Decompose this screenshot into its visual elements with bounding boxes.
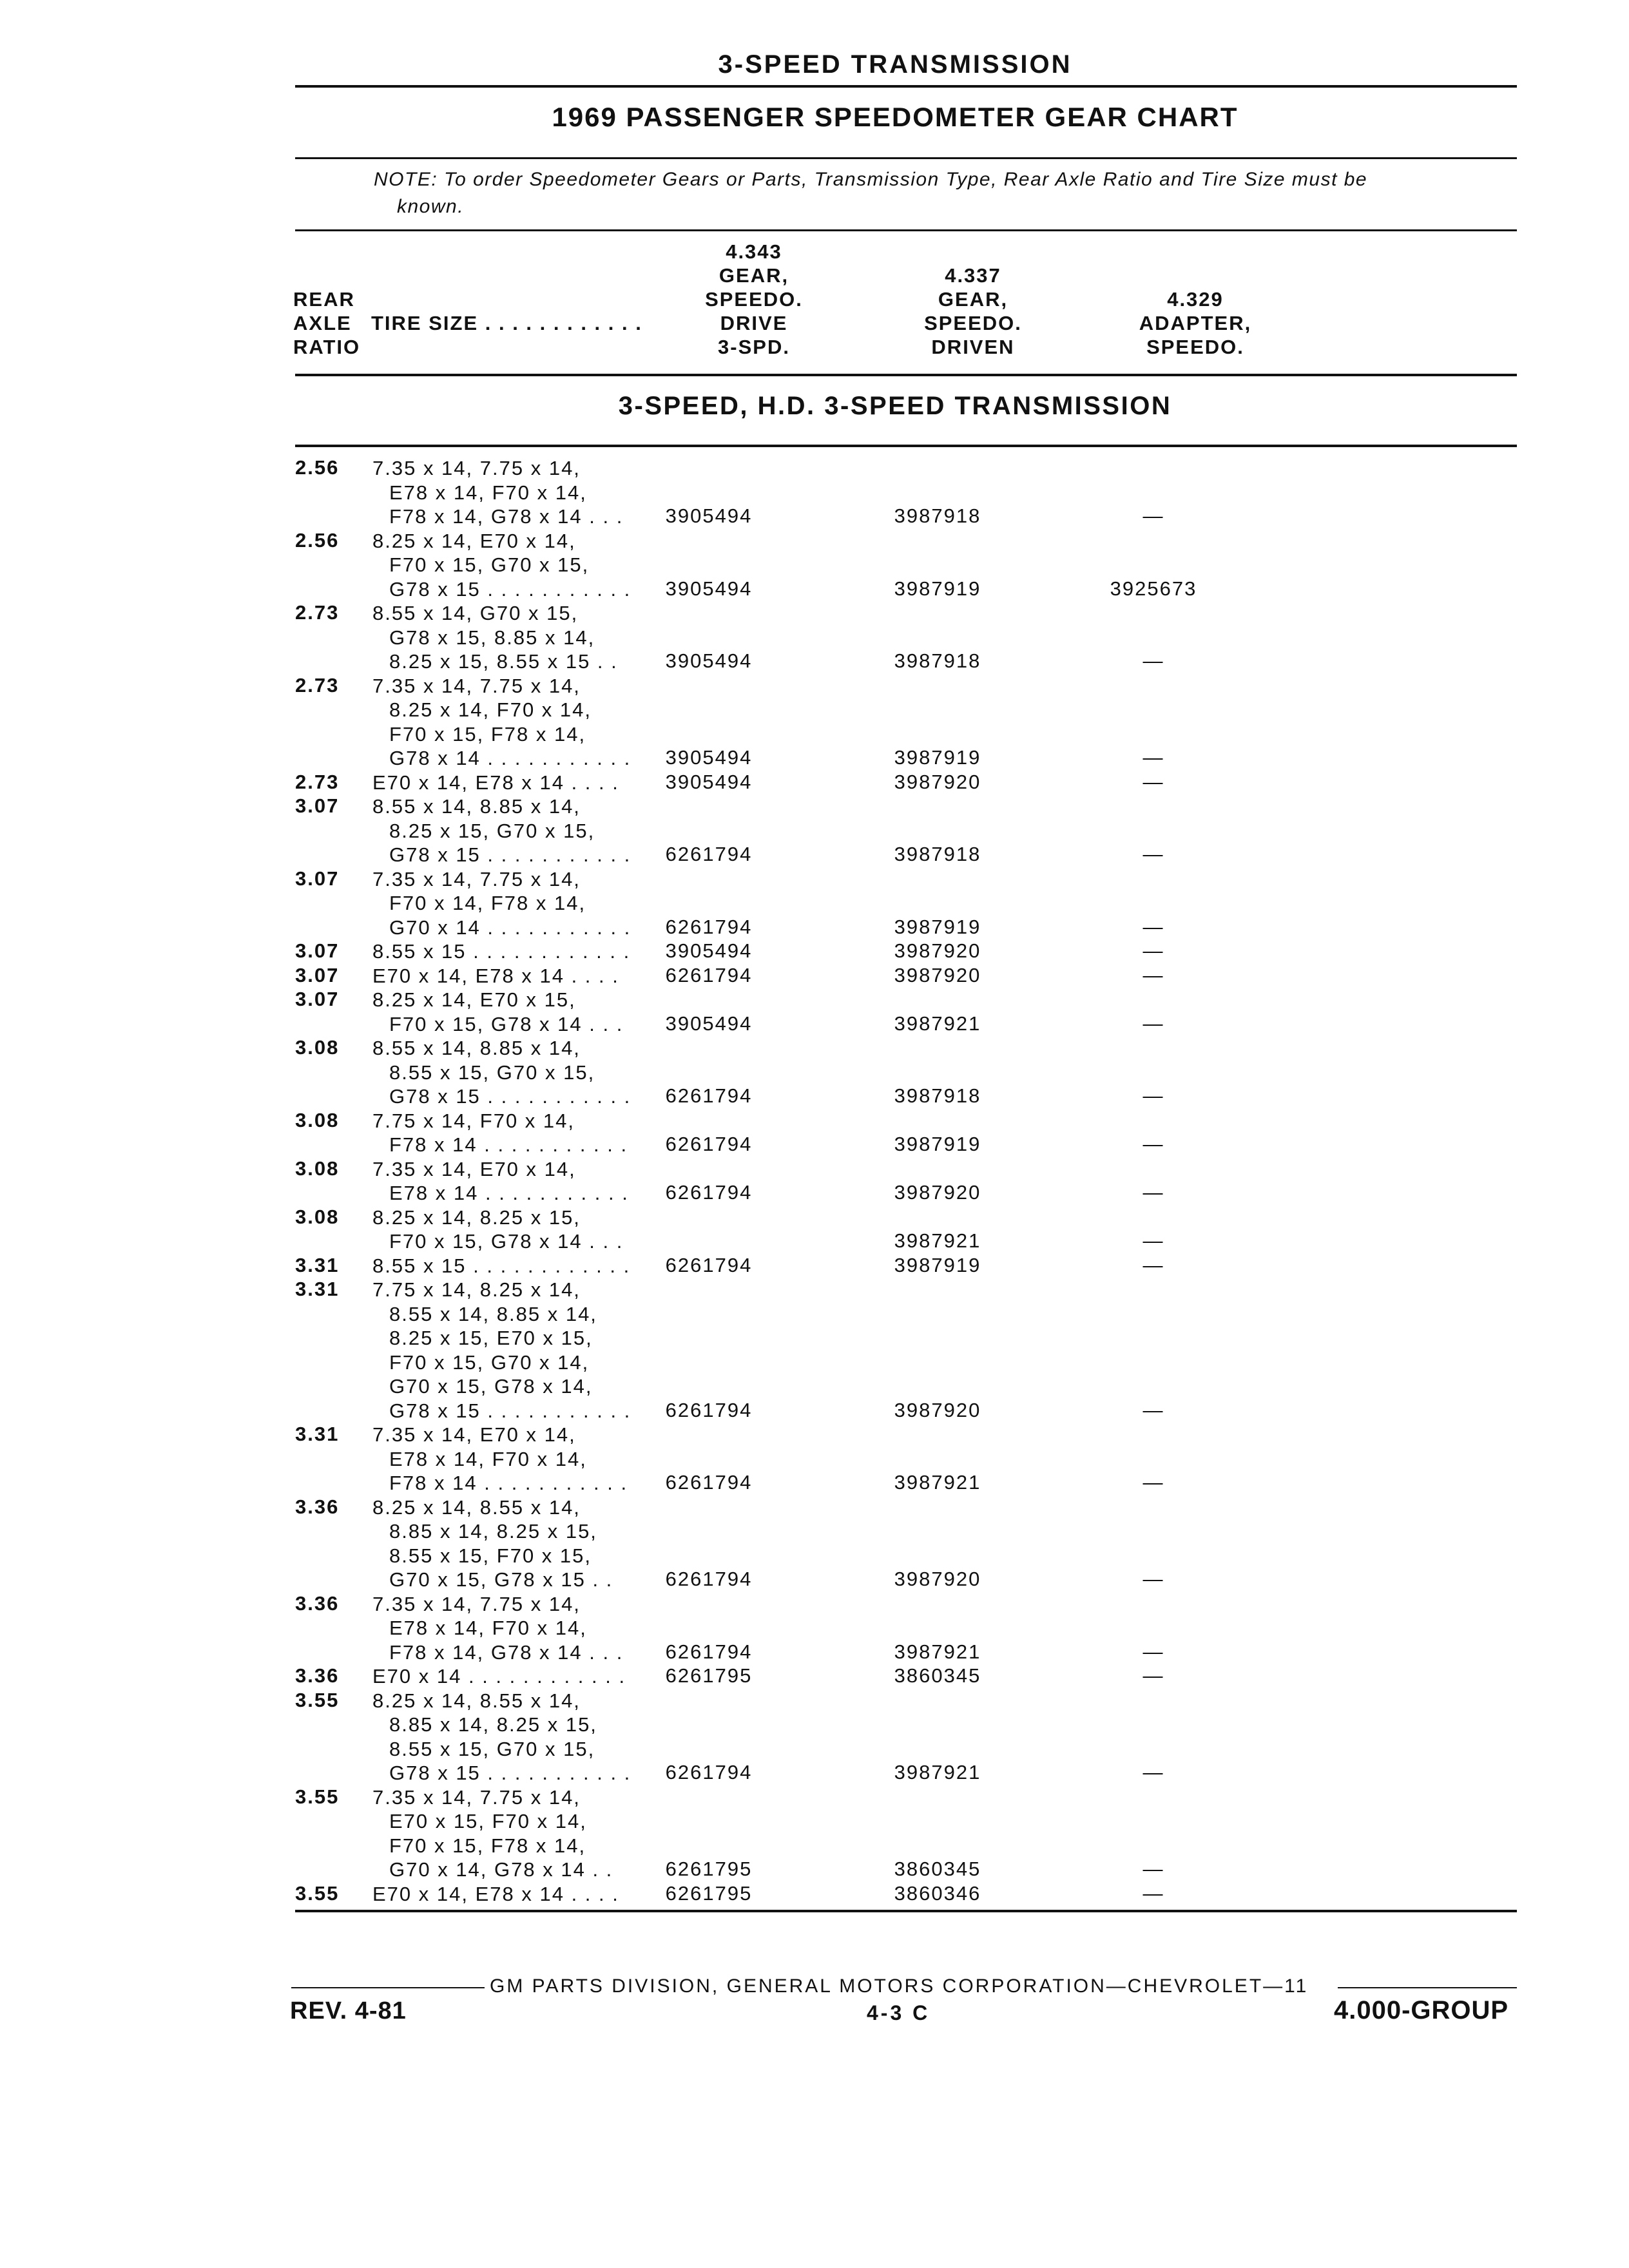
col-header-ratio-line: REAR: [293, 288, 355, 311]
tire-size-line: E78 x 14 . . . . . . . . . . .: [389, 1182, 629, 1204]
axle-ratio: 3.55: [295, 1881, 340, 1905]
axle-ratio: 3.07: [295, 963, 340, 986]
tire-sizes: [372, 601, 650, 674]
drive-gear-part: 3905494: [665, 939, 753, 962]
tire-size-line: 7.35 x 14, E70 x 14,: [372, 1157, 576, 1180]
table-row: [290, 1689, 1514, 1785]
tire-size-line: F78 x 14 . . . . . . . . . . .: [389, 1472, 628, 1494]
driven-gear-part: 3987919: [894, 915, 981, 938]
table-row: [290, 939, 1514, 964]
adapter-part: —: [1142, 746, 1164, 769]
tire-size-line: G78 x 15 . . . . . . . . . . .: [389, 1399, 631, 1422]
tire-size-line: 7.35 x 14, 7.75 x 14,: [372, 457, 581, 479]
axle-ratio: 2.56: [295, 456, 340, 479]
drive-gear-part: 6261794: [665, 1471, 753, 1494]
tire-sizes: [372, 1882, 650, 1907]
driven-gear-part: 3987920: [894, 1398, 981, 1421]
tire-size-line: 8.25 x 14, 8.25 x 15,: [372, 1206, 581, 1229]
revision-label: REV. 4-81: [290, 1997, 407, 2024]
tire-size-line: 8.25 x 15, 8.55 x 15 . .: [389, 650, 618, 673]
tire-size-line: 7.35 x 14, 7.75 x 14,: [372, 1785, 581, 1809]
driven-gear-part: 3987919: [894, 746, 981, 769]
adapter-part: —: [1142, 1229, 1164, 1252]
drive-gear-part: 3905494: [665, 770, 753, 793]
table-row: [290, 1278, 1514, 1423]
axle-ratio: 3.08: [295, 1157, 340, 1180]
tire-size-line: G78 x 15, 8.85 x 14,: [389, 626, 595, 649]
adapter-part: —: [1142, 770, 1164, 793]
table-row: [290, 1785, 1514, 1882]
drive-gear-part: 6261794: [665, 1761, 753, 1783]
driven-gear-part: 3987921: [894, 1640, 981, 1663]
driven-gear-part: 3860346: [894, 1881, 981, 1905]
axle-ratio: 3.08: [295, 1108, 340, 1131]
tire-size-line: 8.55 x 15, F70 x 15,: [389, 1544, 592, 1567]
drive-gear-part: 6261794: [665, 1253, 753, 1276]
axle-ratio: 3.36: [295, 1591, 340, 1615]
drive-gear-part: 6261795: [665, 1664, 753, 1687]
footer-publisher: GM PARTS DIVISION, GENERAL MOTORS CORPORATION—CHEVROLET—11: [490, 1975, 1309, 1997]
adapter-part: —: [1142, 1253, 1164, 1276]
axle-ratio: 2.73: [295, 673, 340, 697]
col-header-drive-line: 4.343: [726, 240, 782, 263]
axle-ratio: 3.07: [295, 939, 340, 962]
table-row: [290, 964, 1514, 988]
page-number: 4-3 C: [867, 2001, 930, 2024]
drive-gear-part: 6261795: [665, 1881, 753, 1905]
table-row: [290, 1206, 1514, 1254]
tire-sizes: [372, 771, 650, 795]
driven-gear-part: 3987921: [894, 1012, 981, 1035]
adapter-part: —: [1142, 1084, 1164, 1107]
tire-size-line: E78 x 14, F70 x 14,: [389, 1447, 587, 1470]
driven-gear-part: 3987918: [894, 505, 981, 527]
drive-gear-part: 3905494: [665, 577, 753, 600]
tire-size-line: 8.55 x 15 . . . . . . . . . . . .: [372, 940, 631, 963]
tire-size-line: E70 x 14 . . . . . . . . . . . .: [372, 1665, 626, 1687]
tire-sizes: [372, 1036, 650, 1109]
tire-size-line: 7.75 x 14, 8.25 x 14,: [372, 1278, 581, 1301]
axle-ratio: 2.73: [295, 770, 340, 793]
axle-ratio: 3.31: [295, 1278, 340, 1300]
drive-gear-part: 6261794: [665, 843, 753, 865]
tire-sizes: [372, 939, 650, 964]
axle-ratio: 3.55: [295, 1688, 340, 1711]
tire-sizes: [372, 1206, 650, 1254]
tire-sizes: [372, 1664, 650, 1689]
col-header-driven-line: DRIVEN: [931, 336, 1015, 358]
axle-ratio: 3.07: [295, 988, 340, 1010]
tire-size-line: E78 x 14, F70 x 14,: [389, 1617, 587, 1639]
rule-under-headers: [295, 374, 1517, 376]
tire-size-line: 8.25 x 14, 8.55 x 14,: [372, 1689, 581, 1712]
col-header-adapter-line: 4.329: [1167, 288, 1224, 311]
drive-gear-part: 6261794: [665, 963, 753, 986]
group-number: 4.000-GROUP: [1334, 1996, 1509, 2024]
tire-size-line: G70 x 15, G78 x 15 . .: [389, 1568, 613, 1591]
drive-gear-part: 3905494: [665, 1012, 753, 1035]
adapter-part: —: [1142, 1761, 1164, 1783]
driven-gear-part: 3987919: [894, 1253, 981, 1276]
tire-size-line: F70 x 15, F78 x 14,: [389, 1834, 586, 1857]
tire-size-line: G78 x 15 . . . . . . . . . . .: [389, 1085, 631, 1108]
tire-sizes: [372, 1785, 650, 1882]
tire-size-line: 8.55 x 14, 8.85 x 14,: [372, 1037, 581, 1059]
driven-gear-part: 3987920: [894, 770, 981, 793]
adapter-part: —: [1142, 1398, 1164, 1421]
drive-gear-part: 6261794: [665, 915, 753, 938]
axle-ratio: 3.08: [295, 1205, 340, 1228]
rule-under-note: [295, 229, 1517, 231]
tire-size-line: F70 x 15, G70 x 14,: [389, 1350, 590, 1374]
tire-size-line: F70 x 15, F78 x 14,: [389, 722, 586, 745]
rule-under-section: [295, 445, 1517, 447]
tire-size-line: 8.25 x 14, E70 x 14,: [372, 529, 576, 552]
section-title: 3-SPEED TRANSMISSION: [718, 50, 1072, 79]
tire-sizes: [372, 674, 650, 771]
tire-size-line: G78 x 15 . . . . . . . . . . .: [389, 577, 631, 601]
drive-gear-part: 6261794: [665, 1181, 753, 1204]
tire-sizes: [372, 964, 650, 988]
tire-size-line: 8.25 x 15, E70 x 15,: [389, 1327, 593, 1349]
driven-gear-part: 3987921: [894, 1761, 981, 1783]
tire-size-line: F70 x 15, G70 x 15,: [389, 553, 590, 576]
tire-size-line: 8.55 x 14, 8.85 x 14,: [372, 795, 581, 818]
tire-size-line: 8.55 x 15, G70 x 15,: [389, 1061, 595, 1084]
adapter-part: —: [1142, 1133, 1164, 1155]
driven-gear-part: 3987918: [894, 843, 981, 865]
tire-sizes: [372, 1157, 650, 1206]
tire-size-line: 8.85 x 14, 8.25 x 15,: [389, 1520, 597, 1542]
tire-size-line: E70 x 14, E78 x 14 . . . .: [372, 771, 619, 794]
adapter-part: —: [1142, 1471, 1164, 1494]
drive-gear-part: 6261794: [665, 1084, 753, 1107]
adapter-part: —: [1142, 505, 1164, 527]
drive-gear-part: 3905494: [665, 505, 753, 527]
adapter-part: —: [1142, 843, 1164, 865]
axle-ratio: 3.31: [295, 1253, 340, 1276]
table-row: [290, 1254, 1514, 1278]
table-row: [290, 674, 1514, 771]
tire-sizes: [372, 529, 650, 602]
col-header-adapter-line: SPEEDO.: [1146, 336, 1244, 358]
axle-ratio: 3.36: [295, 1664, 340, 1687]
tire-size-line: 7.35 x 14, 7.75 x 14,: [372, 867, 581, 890]
adapter-part: —: [1142, 1181, 1164, 1204]
adapter-part: —: [1142, 1664, 1164, 1687]
adapter-part: —: [1142, 1858, 1164, 1880]
driven-gear-part: 3987921: [894, 1471, 981, 1494]
tire-size-line: F70 x 15, G78 x 14 . . .: [389, 1230, 624, 1253]
tire-sizes: [372, 1254, 650, 1278]
tire-size-line: 8.25 x 15, G70 x 15,: [389, 819, 595, 842]
tire-size-line: 8.55 x 15 . . . . . . . . . . . .: [372, 1254, 631, 1277]
tire-size-line: F78 x 14, G78 x 14 . . .: [389, 1640, 624, 1664]
adapter-part: —: [1142, 1568, 1164, 1590]
col-header-ratio: [293, 287, 360, 359]
tire-sizes: [372, 1423, 650, 1495]
rule-top: [295, 85, 1517, 88]
table-row: [290, 1664, 1514, 1689]
col-header-driven-line: GEAR,: [938, 288, 1008, 311]
table-row: [290, 529, 1514, 602]
table-row: [290, 1423, 1514, 1495]
table-row: [290, 1882, 1514, 1907]
tire-size-line: F78 x 14, G78 x 14 . . .: [389, 505, 624, 528]
col-header-adapter: [1105, 287, 1286, 359]
tire-size-line: 8.85 x 14, 8.25 x 15,: [389, 1713, 597, 1736]
col-header-drive-line: GEAR,: [718, 264, 789, 287]
col-header-drive-line: DRIVE: [720, 312, 788, 334]
table-row: [290, 988, 1514, 1036]
table-row: [290, 1495, 1514, 1592]
tire-size-line: G78 x 15 . . . . . . . . . . .: [389, 843, 631, 866]
table-row: [290, 794, 1514, 867]
tire-sizes: [372, 867, 650, 940]
table-row: [290, 1592, 1514, 1665]
tire-size-line: 7.35 x 14, 7.75 x 14,: [372, 1592, 581, 1615]
table-row: [290, 1157, 1514, 1206]
driven-gear-part: 3987919: [894, 1133, 981, 1155]
tire-size-line: 8.25 x 14, 8.55 x 14,: [372, 1495, 581, 1519]
tire-size-line: F70 x 15, G78 x 14 . . .: [389, 1012, 624, 1035]
chart-title: 1969 PASSENGER SPEEDOMETER GEAR CHART: [552, 102, 1239, 132]
axle-ratio: 3.55: [295, 1785, 340, 1808]
rule-table-bottom: [295, 1910, 1517, 1912]
footer-rule-right: [1338, 1987, 1517, 1988]
axle-ratio: 2.56: [295, 528, 340, 552]
adapter-part: —: [1142, 939, 1164, 962]
adapter-part: 3925673: [1110, 577, 1197, 600]
note-line-1: NOTE: To order Speedometer Gears or Parts, Transmission Type, Rear Axle Ratio and Tire Size must be: [374, 169, 1368, 190]
driven-gear-part: 3860345: [894, 1858, 981, 1880]
footer-rule-left: [291, 1987, 485, 1988]
col-header-drive: [670, 240, 838, 359]
driven-gear-part: 3987920: [894, 1181, 981, 1204]
drive-gear-part: 6261794: [665, 1568, 753, 1590]
tire-size-line: 8.55 x 14, 8.85 x 14,: [389, 1302, 597, 1325]
tire-size-line: G70 x 14, G78 x 14 . .: [389, 1858, 613, 1881]
table-row: [290, 456, 1514, 529]
adapter-part: —: [1142, 1640, 1164, 1663]
drive-gear-part: 3905494: [665, 746, 753, 769]
tire-sizes: [372, 1109, 650, 1157]
table-row: [290, 771, 1514, 795]
col-header-driven: [889, 264, 1057, 359]
tire-sizes: [372, 1278, 650, 1423]
tire-sizes: [372, 456, 650, 529]
tire-sizes: [372, 988, 650, 1036]
driven-gear-part: 3987919: [894, 577, 981, 600]
driven-gear-part: 3987920: [894, 939, 981, 962]
drive-gear-part: 6261795: [665, 1858, 753, 1880]
drive-gear-part: 6261794: [665, 1133, 753, 1155]
adapter-part: —: [1142, 1012, 1164, 1035]
tire-size-line: 7.35 x 14, 7.75 x 14,: [372, 674, 581, 697]
drive-gear-part: 6261794: [665, 1640, 753, 1663]
axle-ratio: 2.73: [295, 601, 340, 624]
tire-size-line: F78 x 14 . . . . . . . . . . .: [389, 1133, 628, 1156]
driven-gear-part: 3987918: [894, 1084, 981, 1107]
tire-size-line: 7.75 x 14, F70 x 14,: [372, 1109, 575, 1132]
order-note: [374, 166, 1508, 220]
tire-size-line: E70 x 14, E78 x 14 . . . .: [372, 964, 619, 987]
driven-gear-part: 3987920: [894, 1568, 981, 1590]
table-row: [290, 601, 1514, 674]
tire-size-line: E70 x 14, E78 x 14 . . . .: [372, 1882, 619, 1905]
tire-sizes: [372, 1689, 650, 1785]
axle-ratio: 3.36: [295, 1495, 340, 1518]
axle-ratio: 3.07: [295, 867, 340, 890]
col-header-driven-line: 4.337: [945, 264, 1001, 287]
note-line-2: known.: [397, 196, 465, 217]
drive-gear-part: 6261794: [665, 1398, 753, 1421]
tire-size-line: G70 x 14 . . . . . . . . . . .: [389, 916, 631, 939]
col-header-drive-line: 3-SPD.: [718, 336, 790, 358]
tire-sizes: [372, 1592, 650, 1665]
tire-size-line: E78 x 14, F70 x 14,: [389, 481, 587, 504]
tire-size-line: 8.25 x 14, F70 x 14,: [389, 698, 592, 721]
col-header-ratio-line: AXLE: [293, 312, 352, 334]
col-header-drive-line: SPEEDO.: [705, 288, 803, 311]
table-row: [290, 867, 1514, 940]
axle-ratio: 3.08: [295, 1036, 340, 1059]
tire-size-line: 8.55 x 15, G70 x 15,: [389, 1737, 595, 1760]
col-header-driven-line: SPEEDO.: [924, 312, 1022, 334]
adapter-part: —: [1142, 1881, 1164, 1905]
tire-size-line: 8.25 x 14, E70 x 15,: [372, 988, 576, 1011]
tire-size-line: E70 x 15, F70 x 14,: [389, 1810, 587, 1832]
table-row: [290, 1109, 1514, 1157]
drive-gear-part: 3905494: [665, 649, 753, 672]
tire-size-line: G78 x 14 . . . . . . . . . . .: [389, 747, 631, 769]
driven-gear-part: 3987918: [894, 649, 981, 672]
driven-gear-part: 3987921: [894, 1229, 981, 1252]
driven-gear-part: 3860345: [894, 1664, 981, 1687]
col-header-adapter-line: ADAPTER,: [1139, 312, 1252, 334]
adapter-part: —: [1142, 963, 1164, 986]
axle-ratio: 3.07: [295, 794, 340, 817]
col-header-tire-size: TIRE SIZE . . . . . . . . . . . .: [371, 312, 642, 334]
driven-gear-part: 3987920: [894, 963, 981, 986]
axle-ratio: 3.31: [295, 1423, 340, 1445]
tire-size-line: 7.35 x 14, E70 x 14,: [372, 1423, 576, 1446]
tire-size-line: G78 x 15 . . . . . . . . . . .: [389, 1762, 631, 1784]
col-header-ratio-line: RATIO: [293, 336, 361, 358]
table-row: [290, 1036, 1514, 1109]
tire-size-line: 8.55 x 14, G70 x 15,: [372, 602, 579, 624]
adapter-part: —: [1142, 915, 1164, 938]
section-heading: 3-SPEED, H.D. 3-SPEED TRANSMISSION: [618, 392, 1172, 420]
adapter-part: —: [1142, 649, 1164, 672]
tire-size-line: F70 x 14, F78 x 14,: [389, 892, 586, 914]
tire-sizes: [372, 794, 650, 867]
rule-under-title: [295, 157, 1517, 159]
tire-size-line: G70 x 15, G78 x 14,: [389, 1375, 593, 1398]
tire-sizes: [372, 1495, 650, 1592]
